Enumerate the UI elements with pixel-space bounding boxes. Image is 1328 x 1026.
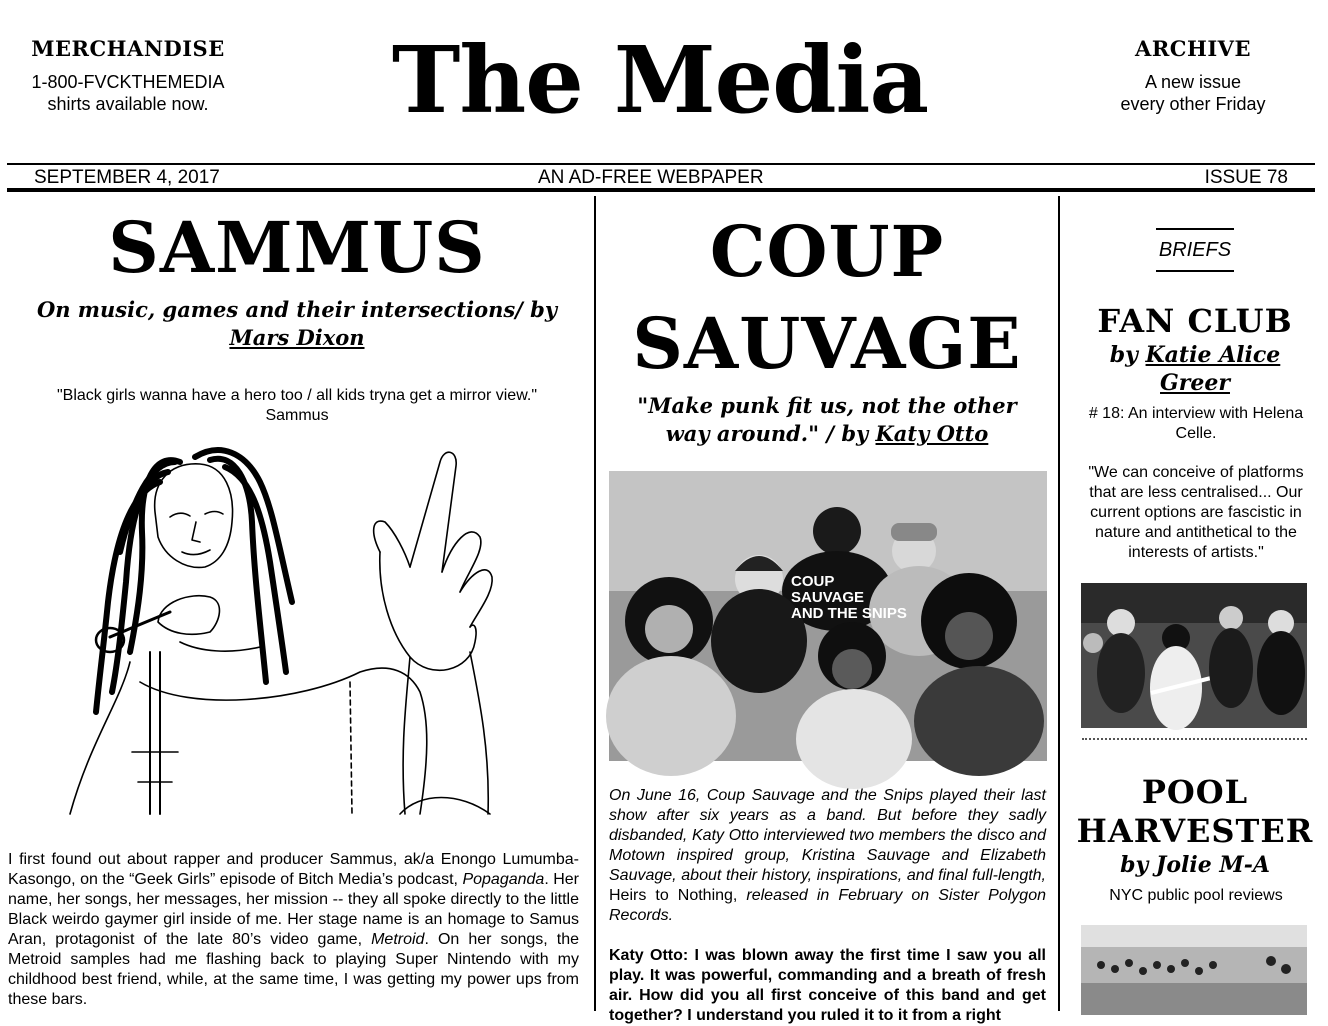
dek-text: "Make punk fit us, not the other way around." / by	[637, 393, 1017, 446]
coup-sauvage-story	[596, 196, 1058, 1024]
archive-note-2: every other Friday	[1120, 94, 1266, 114]
sammus-illustration	[60, 422, 530, 814]
pool-harvester-byline: by Jolie M-A	[1120, 852, 1270, 878]
story-body	[8, 850, 579, 1010]
pool-harvester-summary: NYC public pool reviews	[1109, 887, 1283, 904]
quote-attribution: Sammus	[265, 407, 329, 424]
sammus-story	[0, 196, 594, 1011]
game-title: Metroid	[371, 931, 425, 948]
pull-quote	[10, 386, 584, 426]
briefs-label: BRIEFS	[1156, 228, 1234, 272]
headline-line-1[interactable]: POOL	[1141, 773, 1249, 811]
author-link[interactable]: Katy Otto	[875, 421, 989, 446]
interview-question: Katy Otto: I was blown away the first time I saw you all play. It was powerful, commanding and a breath of fresh air. How did you all first conceive of this band and get together? I understand you ruled it to it from a right	[609, 947, 1046, 1024]
story-headline[interactable]	[596, 206, 1058, 390]
band-logo-text: COUP SAUVAGE AND THE SNIPS	[791, 573, 907, 622]
body-part: . Her name, her songs, her messages, her mission -- they all spoke directly to the little Black weirdo gaymer girl inside of me. Her stage name is an homage to Samus Aran, protagonist of the late 80’s video game,	[8, 871, 580, 948]
story-intro	[609, 786, 1046, 926]
dateline-bar	[7, 163, 1315, 192]
site-title[interactable]: The Media	[391, 26, 929, 134]
briefs-column	[1060, 196, 1328, 1011]
pool-photo-image	[1081, 925, 1307, 1015]
merchandise-note: shirts available now.	[47, 94, 209, 114]
merchandise-title[interactable]: MERCHANDISE	[31, 36, 225, 61]
intro-part: released in February on Sister Polygon Records.	[609, 887, 1046, 924]
pool-harvester-headline[interactable]	[1070, 773, 1320, 851]
pool-photo	[1081, 925, 1307, 1015]
intro-part: On June 16, Coup Sauvage and the Snips played their last show after six years as a band. But before they sadly disbanded, Katy Otto interviewed two members the disco and Motown inspired group, Kristina Sauvage and Elizabeth Sauvage, about their history, inspirations, and final full-length,	[609, 787, 1046, 884]
archive-box[interactable]	[1083, 36, 1303, 115]
fan-club-headline[interactable]: FAN CLUB	[1097, 302, 1293, 340]
author-link[interactable]: Katie Alice	[1145, 342, 1281, 368]
album-title: Heirs to Nothing,	[609, 887, 738, 904]
band-photo-image	[609, 471, 1047, 761]
issue-number: ISSUE 78	[1204, 167, 1288, 188]
author-link[interactable]: Greer	[1160, 370, 1230, 396]
fan-club-byline	[1070, 341, 1320, 397]
issue-date: SEPTEMBER 4, 2017	[34, 167, 220, 188]
merchandise-box[interactable]	[10, 36, 246, 115]
headline-line-2[interactable]: HARVESTER	[1076, 812, 1314, 850]
body-part: . On her songs, the Metroid samples had me flashing back to playing Super Nintendo with my childhood best friend, while, at the same time, I was getting my power ups from these bars.	[8, 931, 580, 1008]
band-photo	[609, 471, 1047, 761]
headline-line-2[interactable]: SAUVAGE	[632, 302, 1022, 385]
archive-title[interactable]: ARCHIVE	[1135, 36, 1251, 61]
brief-separator	[1082, 738, 1307, 740]
dek-text: On music, games and their intersections/ by	[36, 297, 558, 322]
masthead	[0, 0, 1328, 165]
story-headline[interactable]: SAMMUS	[108, 206, 486, 289]
by-word: by	[1109, 342, 1138, 368]
archive-note-1: A new issue	[1144, 72, 1242, 92]
fan-club-quote: "We can conceive of platforms that are less centralised... Our current options are fascistic in nature and antithetical to the interests of artists."	[1088, 464, 1304, 561]
merchandise-phone: 1-800-FVCKTHEMEDIA	[31, 72, 225, 92]
story-dek	[616, 392, 1038, 448]
author-link[interactable]: Mars Dixon	[229, 325, 365, 350]
body-part: I first found out about rapper and producer Sammus, ak/a Enongo Lumumba-Kasongo, on the “Geek Girls” episode of Bitch Media’s podcast,	[8, 851, 579, 888]
fan-club-photo	[1081, 583, 1307, 728]
podcast-title: Popaganda	[462, 871, 545, 888]
quote-text: "Black girls wanna have a hero too / all kids tryna get a mirror view."	[56, 387, 537, 404]
story-dek	[10, 296, 584, 352]
fan-club-summary: # 18: An interview with Helena Celle.	[1088, 405, 1304, 442]
headline-line-1[interactable]: COUP	[709, 210, 945, 293]
tagline: AN AD-FREE WEBPAPER	[538, 167, 764, 188]
concert-photo-image	[1081, 583, 1307, 728]
